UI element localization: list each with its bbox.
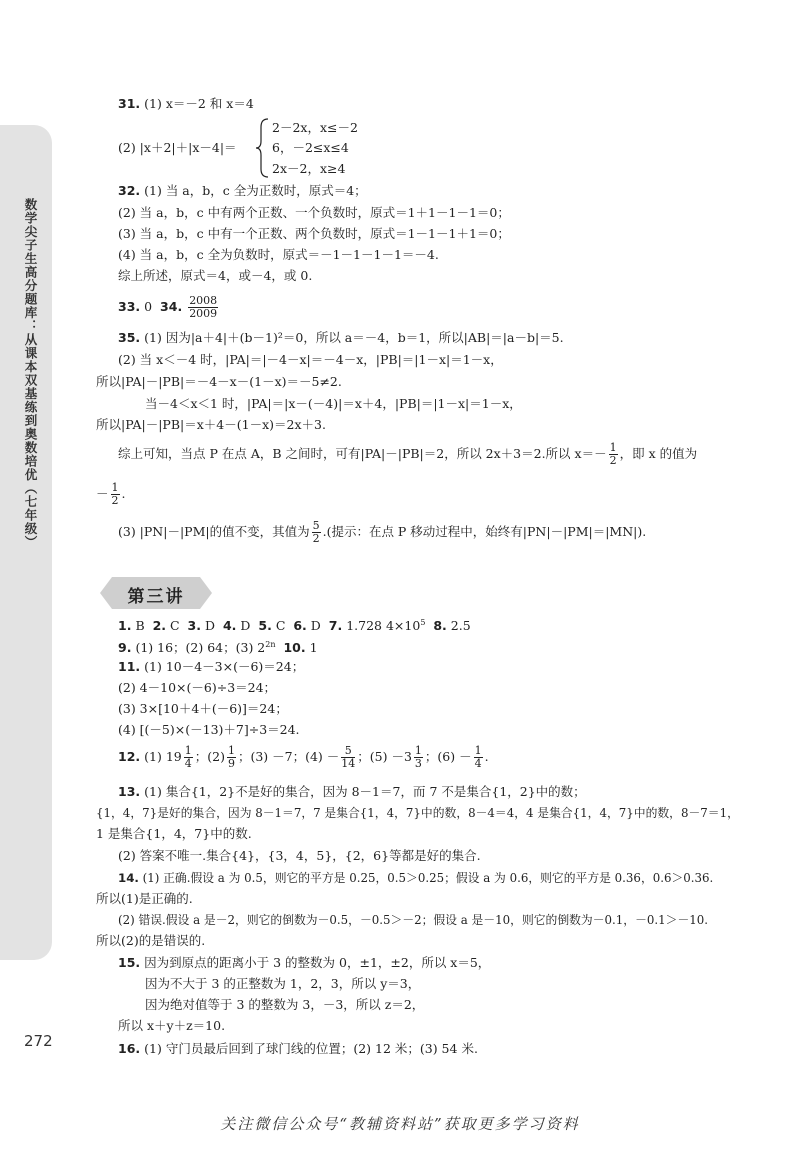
q35-line3: 所以|PA|－|PB|＝－4－x－(1－x)＝－5≠2. (96, 374, 342, 389)
q12-frac-1: $\frac{1}{4}$ (184, 744, 192, 770)
q35-line5: 所以|PA|－|PB|＝x＋4－(1－x)＝2x＋3. (96, 417, 326, 432)
q11-line4: (4) [(－5)×(－13)＋7]÷3＝24. (118, 722, 300, 737)
footer-notice: 关注微信公众号“教辅资料站”获取更多学习资料 (220, 1115, 580, 1133)
brace-icon (254, 117, 270, 179)
q32-line5: 综上所述，原式＝4，或－4，或 0. (118, 268, 313, 283)
q12-frac-2: $\frac{1}{9}$ (227, 744, 235, 770)
q35-line4: 当－4＜x＜1 时，|PA|＝|x－(－4)|＝x＋4，|PB|＝|1－x|＝1－x， (145, 396, 522, 411)
q12-frac-5: $\frac{1}{4}$ (474, 744, 482, 770)
q31-case-2: 6，－2≤x≤4 (272, 140, 349, 155)
q35-line1: 35. (1) 因为|a＋4|＋(b－1)²＝0，所以 a＝－4，b＝1，所以|AB|＝|a－b|＝5. (118, 330, 564, 345)
book-title: 数学尖子生高分题库：从课本双基练到奥数培优（七年级） (23, 198, 38, 549)
q35-fraction-5-2: $\frac{5}{2}$ (312, 519, 320, 545)
q11-line3: (3) 3×[10＋4＋(－6)]＝24； (118, 701, 288, 716)
q15-line3: 因为绝对值等于 3 的整数为 3，－3，所以 z＝2， (145, 997, 425, 1012)
q15-line2: 因为不大于 3 的正整数为 1，2，3，所以 y＝3， (145, 976, 421, 991)
q12-frac-4: $\frac{1}{3}$ (414, 744, 422, 770)
q9-q10-line: 9. (1) 16；(2) 64；(3) $2^{2n}$ 10. 1 (118, 640, 318, 656)
q35-fraction-half: $\frac{1}{2}$ (609, 441, 617, 467)
page-number: 272 (24, 1032, 53, 1050)
q32-line4: (4) 当 a，b，c 全为负数时，原式＝－1－1－1－1＝－4. (118, 247, 439, 262)
mc-answers-line: 1. B 2. C 3. D 4. D 5. C 6. D 7. 1.728 $4\times 10^5$ 8. 2.5 (118, 618, 471, 634)
q12-line: 12. (1) 19 $\frac{1}{4}$ ；(2) $\frac{1}{9}$ ；(3) －7；(4) － $\frac{5}{14}$ ；(5) －3 $\frac{1}{3}$ ；(6) － $\frac{1}{4}$ . (118, 744, 489, 770)
section-header (100, 577, 212, 609)
q14-line3: (2) 错误.假设 a 是－2，则它的倒数为－0.5，－0.5＞－2；假设 a 是－10，则它的倒数为－0.1，－0.1＞－10. (118, 913, 708, 927)
q31-part2-lhs: (2) |x＋2|＋|x－4|＝ (118, 140, 237, 155)
q11-line2: (2) 4－10×(－6)÷3＝24； (118, 680, 277, 695)
q31-case-1: 2－2x，x≤－2 (272, 120, 358, 135)
section-title: 第三讲 (127, 587, 185, 607)
q13-line2: {1，4，7}是好的集合，因为 8－1＝7，7 是集合{1，4，7}中的数，8－4＝4，4 是集合{1，4，7}中的数，8－7＝1， (96, 806, 739, 820)
q13-line3: 1 是集合{1，4，7}中的数. (96, 826, 252, 841)
q35-line2: (2) 当 x＜－4 时，|PA|＝|－4－x|＝－4－x，|PB|＝|1－x|＝1－x， (118, 352, 503, 367)
q32-line1: 32. (1) 当 a，b，c 全为正数时，原式＝4； (118, 183, 367, 198)
q11-line1: 11. (1) 10－4－3×(－6)＝24； (118, 659, 305, 674)
q32-line3: (3) 当 a，b，c 中有一个正数、两个负数时，原式＝1－1－1＋1＝0； (118, 226, 510, 241)
q32-line2: (2) 当 a，b，c 中有两个正数、一个负数时，原式＝1＋1－1－1＝0； (118, 205, 510, 220)
q13-line1: 13. (1) 集合{1，2}不是好的集合，因为 8－1＝7，而 7 不是集合{1，2}中的数； (118, 784, 586, 799)
q14-line4: 所以(2)的是错误的. (96, 933, 206, 948)
q31-line1: 31. (1) x＝－2 和 x＝4 (118, 96, 254, 111)
q14-line1: 14. (1) 正确.假设 a 为 0.5，则它的平方是 0.25，0.5＞0.25；假设 a 为 0.6，则它的平方是 0.36，0.6＞0.36. (118, 871, 714, 885)
q15-line4: 所以 x＋y＋z＝10. (118, 1018, 226, 1033)
q34-fraction: $\frac{2008}{2009}$ (189, 294, 218, 320)
q16-line1: 16. (1) 守门员最后回到了球门线的位置；(2) 12 米；(3) 54 米. (118, 1041, 478, 1056)
q35-line7: － $\frac{1}{2}$ . (96, 481, 126, 507)
q15-line1: 15. 因为到原点的距离小于 3 的整数为 0，±1，±2，所以 x＝5， (118, 955, 491, 970)
q35-line6: 综上可知，当点 P 在点 A，B 之间时，可有|PA|－|PB|＝2，所以 2x＋3＝2.所以 x＝－ $\frac{1}{2}$ ，即 x 的值为 (118, 441, 698, 467)
q13-line4: (2) 答案不唯一.集合{4}，{3，4，5}，{2，6}等都是好的集合. (118, 848, 481, 863)
q33-q34-line: 33. 0 34. $\frac{2008}{2009}$ (118, 294, 218, 320)
q12-frac-3: $\frac{5}{14}$ (341, 744, 356, 770)
q35-line8: (3) |PN|－|PM|的值不变，其值为 $\frac{5}{2}$ .(提示：在点 P 移动过程中，始终有|PN|－|PM|＝|MN|). (118, 519, 647, 545)
q35-fraction-half-2: $\frac{1}{2}$ (111, 481, 119, 507)
q31-case-3: 2x－2，x≥4 (272, 161, 346, 176)
q14-line2: 所以(1)是正确的. (96, 891, 193, 906)
